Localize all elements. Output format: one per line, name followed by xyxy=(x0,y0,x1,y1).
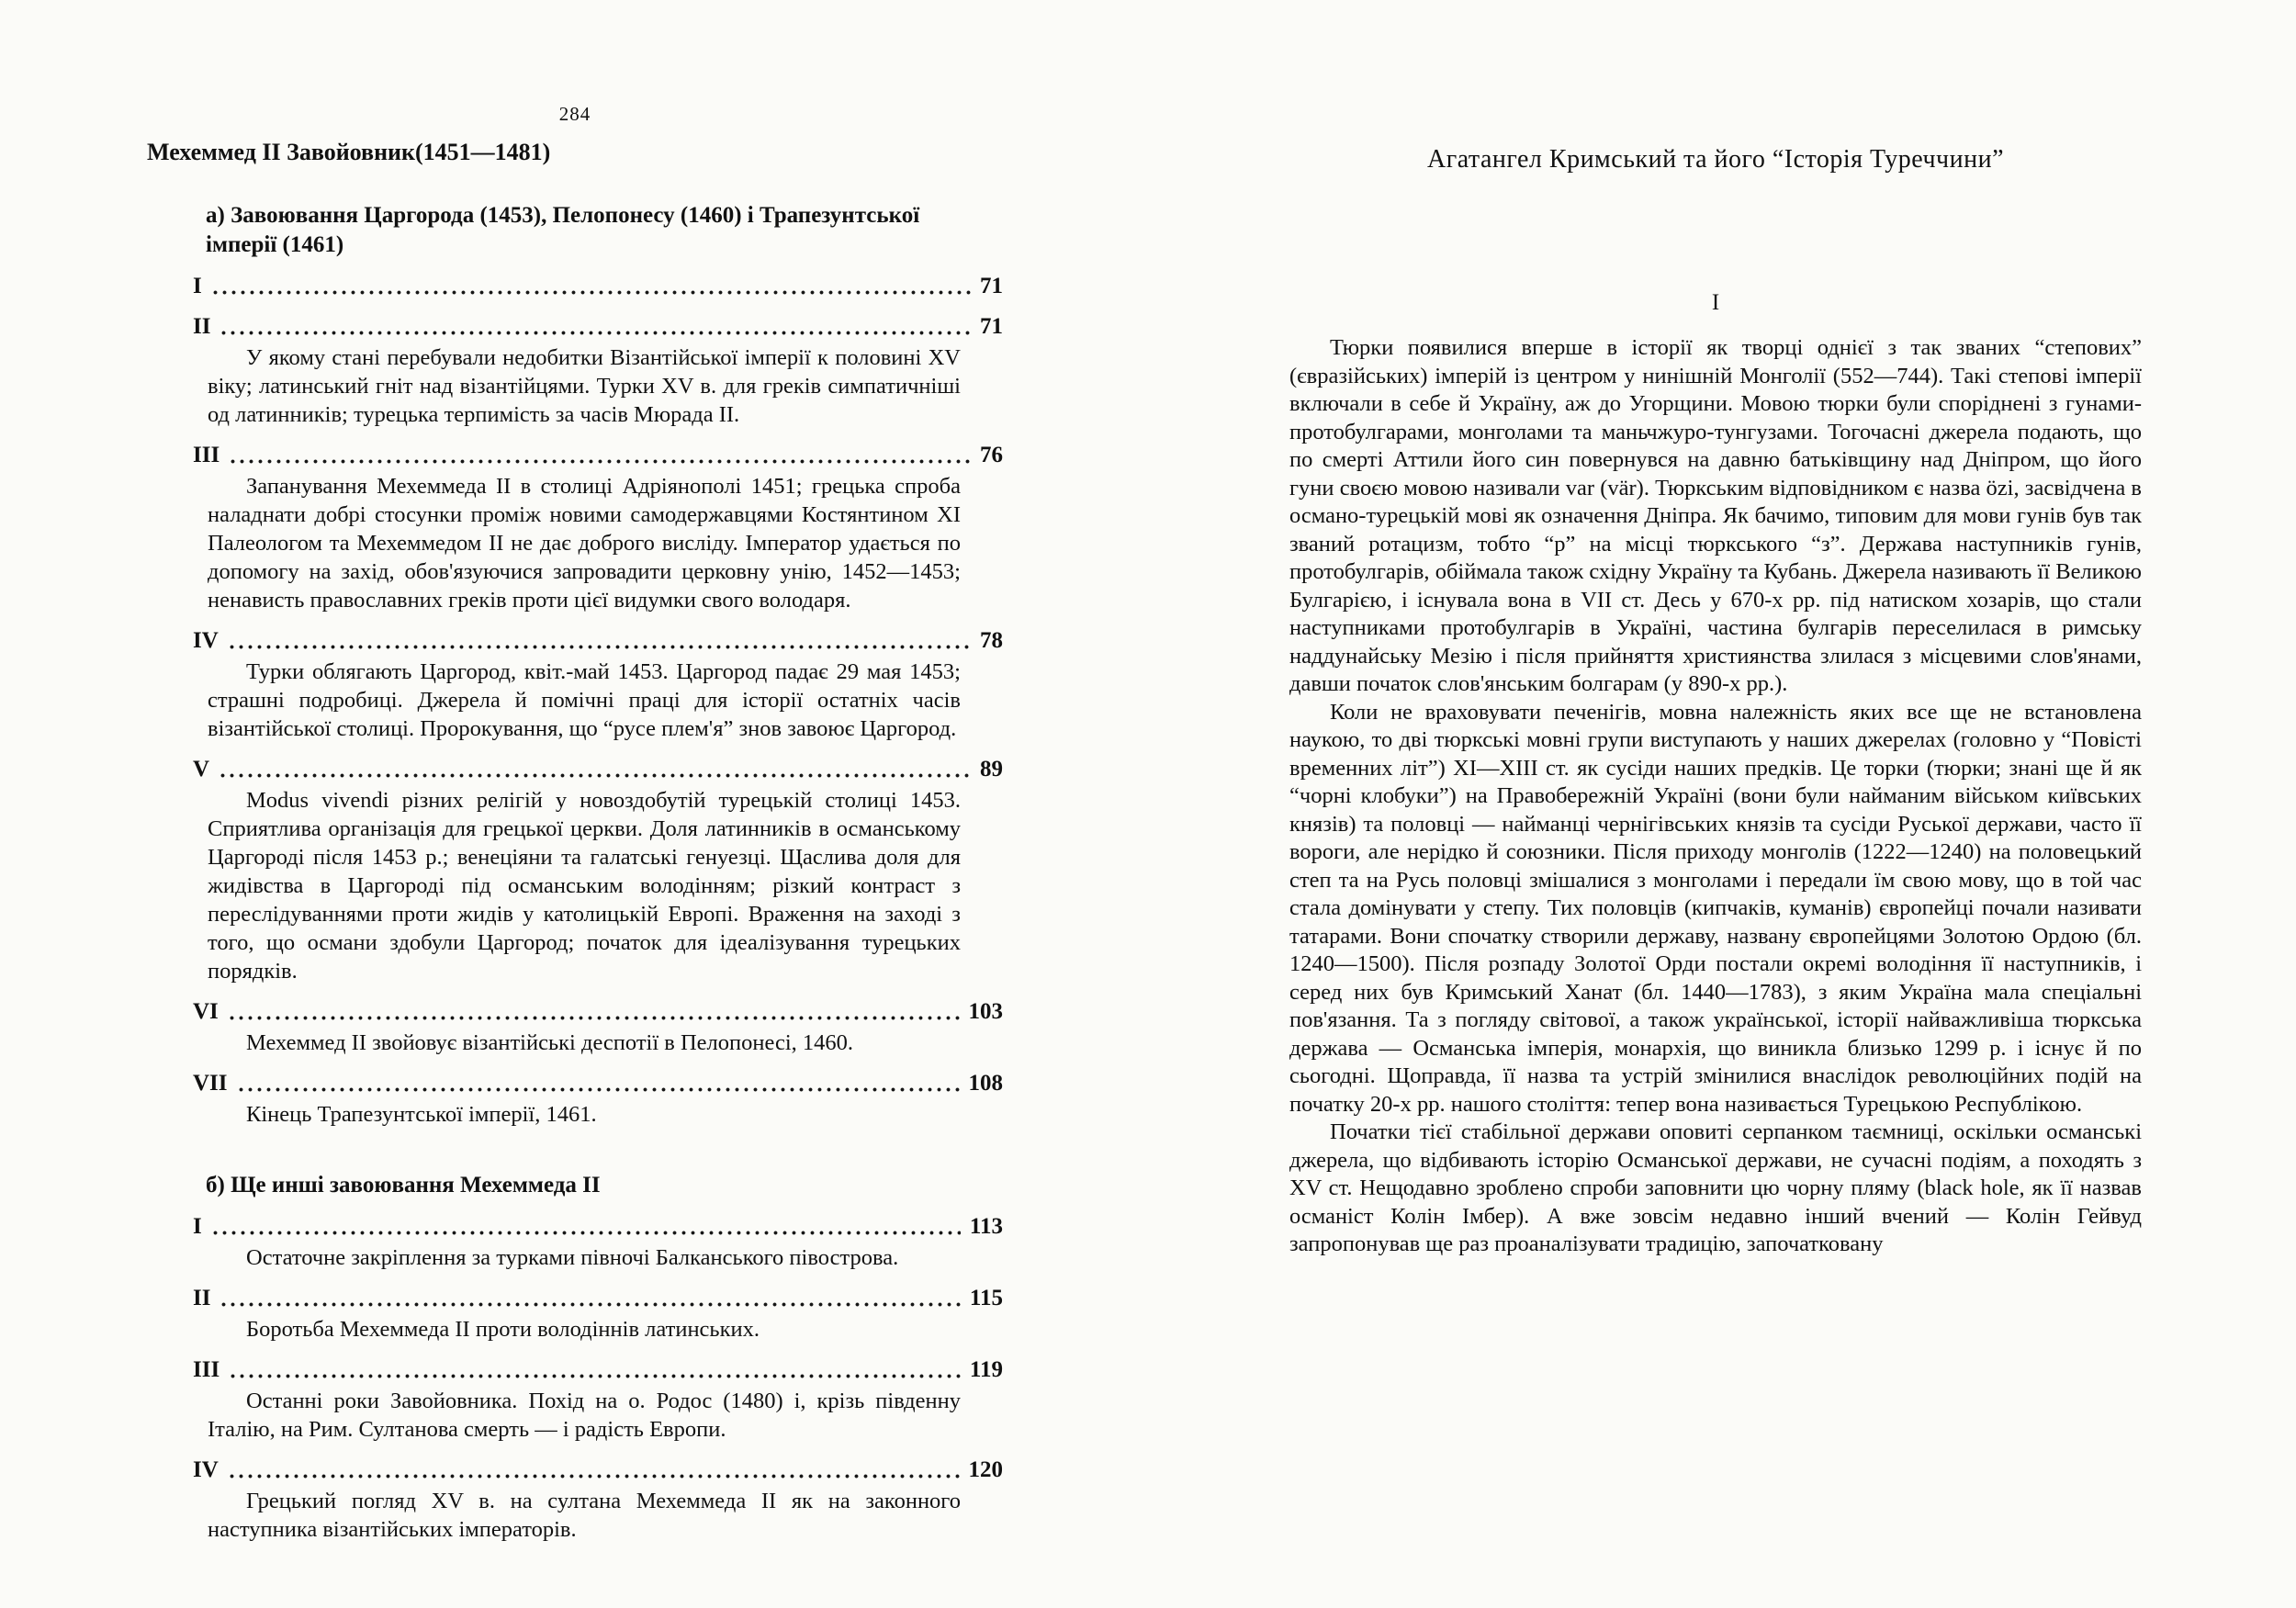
toc-entry xyxy=(193,1456,1003,1544)
toc-section-heading-b: б) Ще инші завоювання Мехеммеда II xyxy=(206,1173,601,1198)
toc-entry-page: 78 xyxy=(980,628,1003,653)
toc-entry-page: 113 xyxy=(969,1214,1003,1239)
toc-entry-description: Modus vivendi різних релігій у новоздобутій турецькій столиці 1453. Сприятлива організація для грецької церкви. Доля латинників в османському Царгороді після 1453 р.; венеціяни та галатські генуезці. Щаслива доля для жидівства в Царгороді під османським володінням; різкий контраст з переслідуваннями проти жидів у католицькій Европі. Враження на заході з того, що османи здобули Царгород; початок для ідеалізування турецьких порядків. xyxy=(208,788,961,984)
toc-entry-page: 115 xyxy=(969,1286,1003,1310)
toc-entry xyxy=(193,272,1003,300)
left-page xyxy=(147,103,1003,1544)
toc-entry-line xyxy=(193,626,1003,655)
toc-entry-numeral: III xyxy=(193,1357,220,1382)
toc-entry-page: 103 xyxy=(968,999,1003,1024)
toc-entry-numeral: I xyxy=(193,274,202,298)
toc-entry xyxy=(193,312,1003,429)
dot-leader xyxy=(230,1016,960,1020)
essay-body xyxy=(1289,334,2142,1259)
toc-entry xyxy=(193,441,1003,614)
toc-entry-page: 71 xyxy=(980,314,1003,339)
toc-entry-page: 71 xyxy=(980,274,1003,298)
toc-entry-numeral: II xyxy=(193,314,211,339)
toc-entry-line xyxy=(193,1355,1003,1384)
toc-entry-page: 119 xyxy=(969,1357,1003,1382)
toc-entry-numeral: VII xyxy=(193,1071,228,1096)
toc-entry-description: Останні роки Завойовника. Похід на о. Родос (1480) і, крізь південну Італію, на Рим. Султанова смерть — і радість Европи. xyxy=(208,1389,961,1442)
toc-entry-numeral: I xyxy=(193,1214,202,1239)
toc-entry-numeral: IV xyxy=(193,1457,219,1482)
toc-entry-description: Грецький погляд XV в. на султана Мехеммеда II як на законного наступника візантійських імператорів. xyxy=(208,1489,961,1542)
toc-entry-line xyxy=(193,1284,1003,1312)
toc-entry xyxy=(193,1212,1003,1272)
toc-entry-page: 108 xyxy=(968,1071,1003,1096)
toc-entry-numeral: V xyxy=(193,757,210,782)
toc-entry-description: Турки облягають Царгород, квіт.-май 1453. Царгород падає 29 мая 1453; страшні подробиці. Джерела й помічні праці для історії остатніх часів візантійської столиці. Пророкування, що “русе плем'я” знов завоює Царгород. xyxy=(208,659,961,741)
toc-entry-description: Кінець Трапезунтської імперії, 1461. xyxy=(246,1102,597,1127)
toc-entry-description: У якому стані перебували недобитки Візантійської імперії к половині XV віку; латинський гніт над візантійцями. Турки XV в. для греків симпатичніші од латинників; турецька терпимість за часів Мюрада II. xyxy=(208,345,961,427)
right-page-title: Агатангел Кримський та його “Історія Туреччини” xyxy=(1426,145,2005,174)
toc-entry-description: Боротьба Мехеммеда II проти володіннів латинських. xyxy=(246,1317,760,1342)
toc-entry-line xyxy=(193,272,1003,300)
toc-entry-description: Мехеммед II звойовує візантійські деспотії в Пелопонесі, 1460. xyxy=(246,1030,854,1055)
toc-entry xyxy=(193,1284,1003,1344)
left-page-title: Мехеммед II Завойовник(1451—1481) xyxy=(147,139,551,165)
toc-entry-numeral: III xyxy=(193,443,220,467)
toc-entry-line xyxy=(193,312,1003,341)
dot-leader xyxy=(221,1302,960,1307)
toc-section-heading-a: а) Завоювання Царгорода (1453), Пелопонесу (1460) і Трапезунтської імперії (1461) xyxy=(206,203,920,257)
right-page xyxy=(1289,145,2142,1259)
toc-entry xyxy=(193,626,1003,743)
toc-entry xyxy=(193,1069,1003,1129)
toc-entry-line xyxy=(193,1456,1003,1484)
dot-leader xyxy=(230,645,971,649)
toc-entry-page: 89 xyxy=(980,757,1003,782)
page-number: 284 xyxy=(558,103,591,125)
dot-leader xyxy=(213,1231,961,1235)
toc-entry-line xyxy=(193,1212,1003,1241)
toc-entry-description: Запанування Мехеммеда II в столиці Адріянополі 1451; грецька спроба наладнати добрі стосунки проміж новими самодержавцями Костянтином XI Палеологом та Мехеммедом II не дає доброго висліду. Імператор удається по допомогу на захід, обов'язуючися запровадити церковну унію, 1452—1453; ненависть православних греків проти цієї видумки свого володаря. xyxy=(208,474,961,613)
dot-leader xyxy=(239,1087,960,1092)
dot-leader xyxy=(220,773,971,778)
toc-entry-line xyxy=(193,997,1003,1026)
table-of-contents xyxy=(193,201,1003,1544)
toc-entry-page: 76 xyxy=(980,443,1003,467)
toc-entry-page: 120 xyxy=(968,1457,1003,1482)
dot-leader xyxy=(230,1474,960,1479)
toc-entry xyxy=(193,1355,1003,1444)
essay-paragraph: Початки тієї стабільної держави оповиті серпанком таємниці, оскільки османські джерела, що відбивають історію Османської держави, не сучасні подіям, а походять з XV ст. Нещодавно зроблено спроби заповнити цю чорну пляму (black hole, як її назвав османіст Колін Імбер). А вже зовсім недавно інший вчений — Колін Гейвуд запропонував ще раз проаналізувати традицію, започатковану xyxy=(1289,1119,2142,1256)
essay-section-numeral: I xyxy=(1711,290,1720,315)
dot-leader xyxy=(231,459,971,464)
dot-leader xyxy=(231,1374,961,1378)
dot-leader xyxy=(221,331,971,335)
toc-entry-line xyxy=(193,441,1003,469)
toc-entry-numeral: VI xyxy=(193,999,219,1024)
toc-entry-line xyxy=(193,755,1003,783)
essay-paragraph: Тюрки появилися вперше в історії як творці однієї з так званих “степових” (євразійських) імперій із центром у нинішній Монголії (552—744). Такі степові імперії включали в себе й Україну, аж до Угорщини. Мовою тюрки були споріднені з гунами-протобулгарами, монголами та маньчжуро-тунгузами. Тогочасні джерела подають, що по смерті Аттили його син повернувся на давню батьківщину над Дніпром, що його гуни своєю мовою називали var (vär). Тюркським відповідником є назва özi, засвідчена в османо-турецькій мові як означення Дніпра. Як бачимо, типовим для мови гунів був так званий ротацизм, тобто “р” на місці тюркського “з”. Держава наступників гунів, протобулгарів, обіймала також східну Україну та Кубань. Джерела називають її Великою Булгарією, і існувала вона в VII ст. Десь у 670-х рр. під натиском хозарів, що стали наступниками протобулгарів в Україні, частина булгарів переселилася в римську наддунайську Мезію і після прийняття християнства злилася з місцевими слов'янами, давши початок слов'янським болгарам (у 890-х рр.). xyxy=(1289,335,2142,696)
toc-entry-numeral: II xyxy=(193,1286,211,1310)
toc-entry-line xyxy=(193,1069,1003,1097)
toc-entry-description: Остаточне закріплення за турками півночі Балканського півострова. xyxy=(246,1245,899,1270)
toc-entry xyxy=(193,997,1003,1057)
dot-leader xyxy=(213,290,971,295)
essay-paragraph: Коли не враховувати печенігів, мовна належність яких все ще не встановлена наукою, то дві тюркські мовні групи виступають у наших джерелах (головно у “Повісті временних літ”) XI—XIII ст. як сусіди наших предків. Це торки (тюрки; знані ще й як “чорні клобуки”) на Правобережній Україні (вони були найманим військом київських князів) та половці — найманці чернігівських князів та сусіди Руської держави, часто її вороги, але нерідко й союзники. Після приходу монголів (1222—1240) на половецький степ та на Русь половці змішалися з монголами і передали їм свою мову, що в той час стала домінувати у степу. Тих половців (кипчаків, куманів) європейці почали називати татарами. Вони спочатку створили державу, названу європейцями Золотою Ордою (бл. 1240—1500). Після розпаду Золотої Орди постали окремі володіння її наступників, і серед них був Кримський Ханат (бл. 1440—1783), з яким Україна мала спеціальні пов'язання. Та з погляду світової, а також української, історії найважливіша тюркська держава — Османська імперія, монархія, що виникла близько 1299 р. і існує й по сьогодні. Щоправда, її назва та устрій змінилися внаслідок революційних подій на початку 20-х рр. нашого століття: тепер вона називається Турецькою Республікою. xyxy=(1289,699,2142,1117)
toc-entry-numeral: IV xyxy=(193,628,219,653)
toc-entry xyxy=(193,755,1003,985)
